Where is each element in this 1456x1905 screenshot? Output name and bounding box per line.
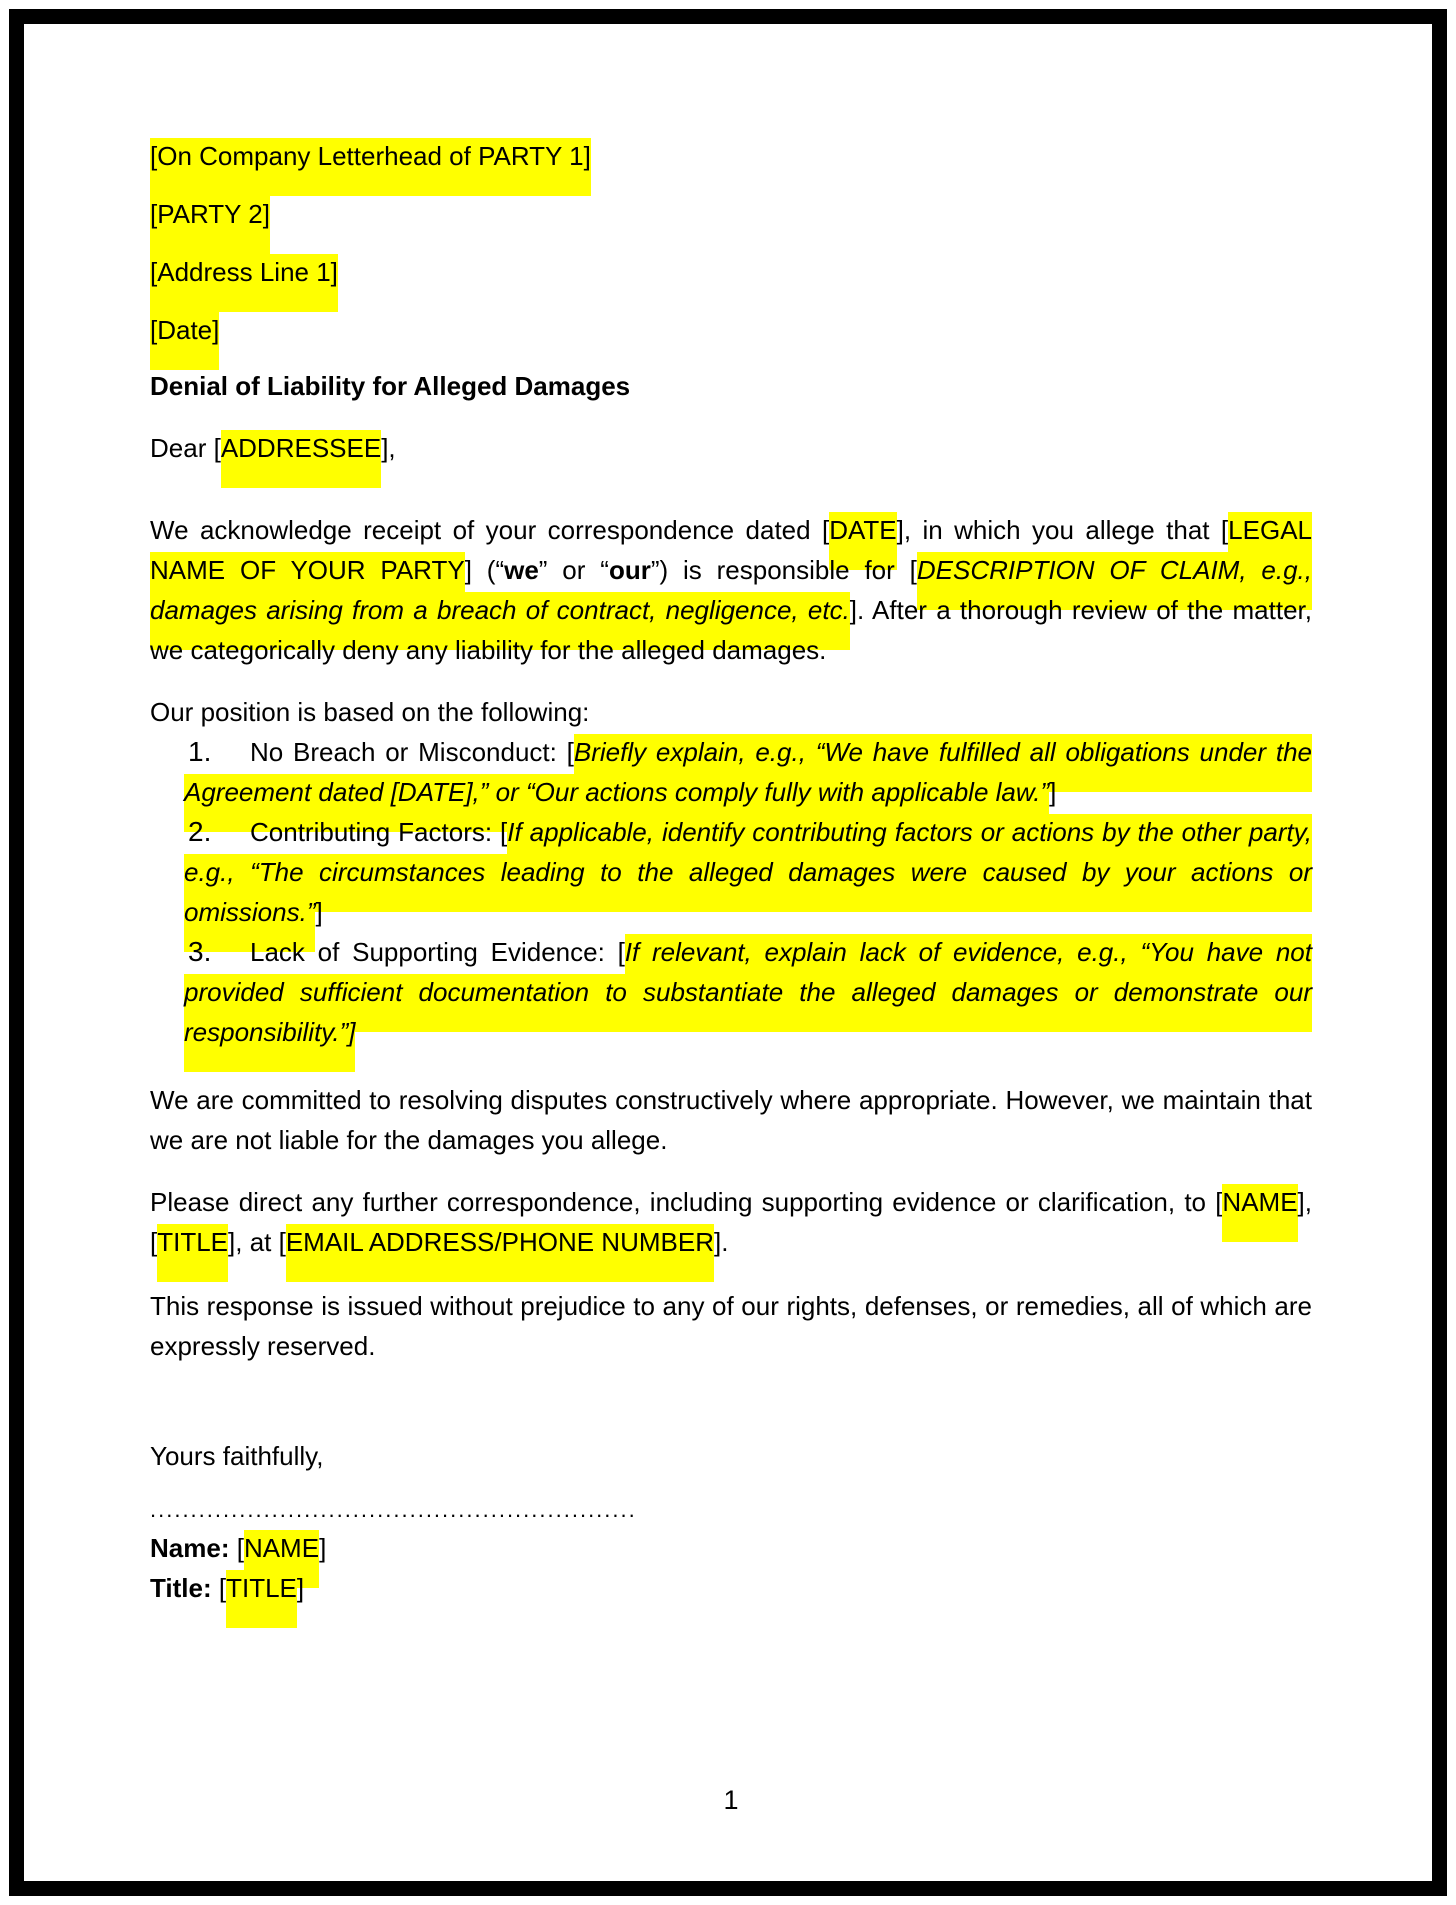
para-reservation: [150, 1286, 1312, 1366]
placeholder-highlight: [Address Line 1]: [150, 254, 338, 312]
page-footer: [150, 1780, 1312, 1820]
text-run: Our position is based on the following:: [150, 697, 590, 727]
text-run: ] (“: [464, 555, 505, 585]
placeholder-highlight: TITLE: [226, 1570, 297, 1628]
letterhead-line-1: [150, 136, 1312, 176]
text-run: This response is issued without prejudice to any of our rights, defenses, or remedies, all of which are expressly reserved.: [150, 1291, 1312, 1361]
placeholder-highlight: TITLE: [157, 1224, 228, 1282]
text-run: ]. After a thorough review of the matter, we categorically deny any liability for the alleged damages.: [150, 595, 1312, 665]
placeholder-highlight: DATE: [829, 512, 896, 570]
text-run: [: [218, 1573, 227, 1603]
text-run: We are committed to resolving disputes constructively where appropriate. However, we maintain that we are not liable for the damages you allege.: [150, 1085, 1312, 1155]
text-run: We acknowledge receipt of your correspondence dated [: [150, 515, 830, 545]
text-run: we: [504, 555, 539, 585]
subject-heading: [150, 366, 1312, 406]
para-committed: [150, 1080, 1312, 1160]
letter-page: [9, 9, 1447, 1896]
text-run: Contributing Factors: [: [250, 817, 508, 847]
text-run: Title:: [150, 1573, 219, 1603]
list-item: [184, 932, 1312, 1052]
list-item-number: 1.: [188, 736, 212, 767]
placeholder-highlight: [Date]: [150, 312, 219, 370]
signature-name-line: [150, 1528, 1312, 1568]
placeholder-highlight: NAME: [244, 1530, 319, 1588]
text-run: ], [: [150, 1187, 1312, 1257]
text-run: ], at [: [228, 1227, 286, 1257]
text-run: Yours faithfully,: [150, 1441, 324, 1471]
text-run: ” or “: [538, 555, 609, 585]
closing: [150, 1436, 1312, 1476]
position-list: [150, 732, 1312, 1052]
placeholder-highlight: NAME: [1222, 1184, 1297, 1242]
letterhead-line-4: [150, 310, 1312, 350]
page-number: 1: [723, 1785, 739, 1815]
signature-dotted-line: [150, 1492, 1312, 1528]
text-run: ].: [713, 1227, 729, 1257]
list-item-number: 3.: [188, 936, 212, 967]
text-run: No Breach or Misconduct: [: [250, 737, 574, 767]
letterhead-line-2: [150, 194, 1312, 234]
text-run: Denial of Liability for Alleged Damages: [150, 371, 631, 401]
text-run: our: [608, 555, 651, 585]
text-run: ], in which you allege that [: [896, 515, 1229, 545]
placeholder-highlight: ADDRESSEE: [221, 430, 381, 488]
text-run: ]: [296, 1573, 305, 1603]
placeholder-highlight: DESCRIPTION OF CLAIM, e.g., damages arising from a breach of contract, negligence, etc.: [150, 552, 1312, 650]
list-item-number: 2.: [188, 816, 212, 847]
text-run: Please direct any further correspondence, including supporting evidence or clarification, to [: [150, 1187, 1223, 1217]
placeholder-highlight: [On Company Letterhead of PARTY 1]: [150, 138, 591, 196]
para-contact: [150, 1182, 1312, 1262]
placeholder-highlight: [PARTY 2]: [150, 196, 270, 254]
text-run: ]: [319, 1533, 327, 1563]
text-run: Name:: [150, 1533, 237, 1563]
text-run: ............................................................: [150, 1497, 637, 1522]
placeholder-highlight: LEGAL NAME OF YOUR PARTY: [150, 512, 1312, 610]
placeholder-highlight: Briefly explain, e.g., “We have fulfilled all obligations under the Agreement dated [DATE],” or “Our actions comply fully with applicable law.”: [184, 734, 1312, 832]
placeholder-highlight: EMAIL ADDRESS/PHONE NUMBER: [286, 1224, 714, 1282]
placeholder-highlight: If relevant, explain lack of evidence, e.g., “You have not provided sufficient documentation to substantiate the alleged damages or demonstrate our responsibility.”]: [184, 934, 1312, 1072]
letterhead-line-3: [150, 252, 1312, 292]
letter-body: [150, 136, 1312, 1608]
text-run: Dear [: [150, 433, 221, 463]
placeholder-highlight: If applicable, identify contributing factors or actions by the other party, e.g., “The circumstances leading to the alleged damages were caused by your actions or omissions.”: [184, 814, 1312, 952]
signature-title-line: [150, 1568, 1312, 1608]
para-position-intro: [150, 692, 1312, 732]
text-run: ]: [315, 897, 323, 927]
text-run: ”) is responsible for [: [650, 555, 917, 585]
text-run: ],: [381, 433, 396, 463]
text-run: ]: [1049, 777, 1057, 807]
list-item: [184, 732, 1312, 812]
salutation: [150, 428, 1312, 468]
text-run: [: [236, 1533, 244, 1563]
list-item: [184, 812, 1312, 932]
para-acknowledgement: [150, 510, 1312, 670]
text-run: Lack of Supporting Evidence: [: [250, 937, 625, 967]
